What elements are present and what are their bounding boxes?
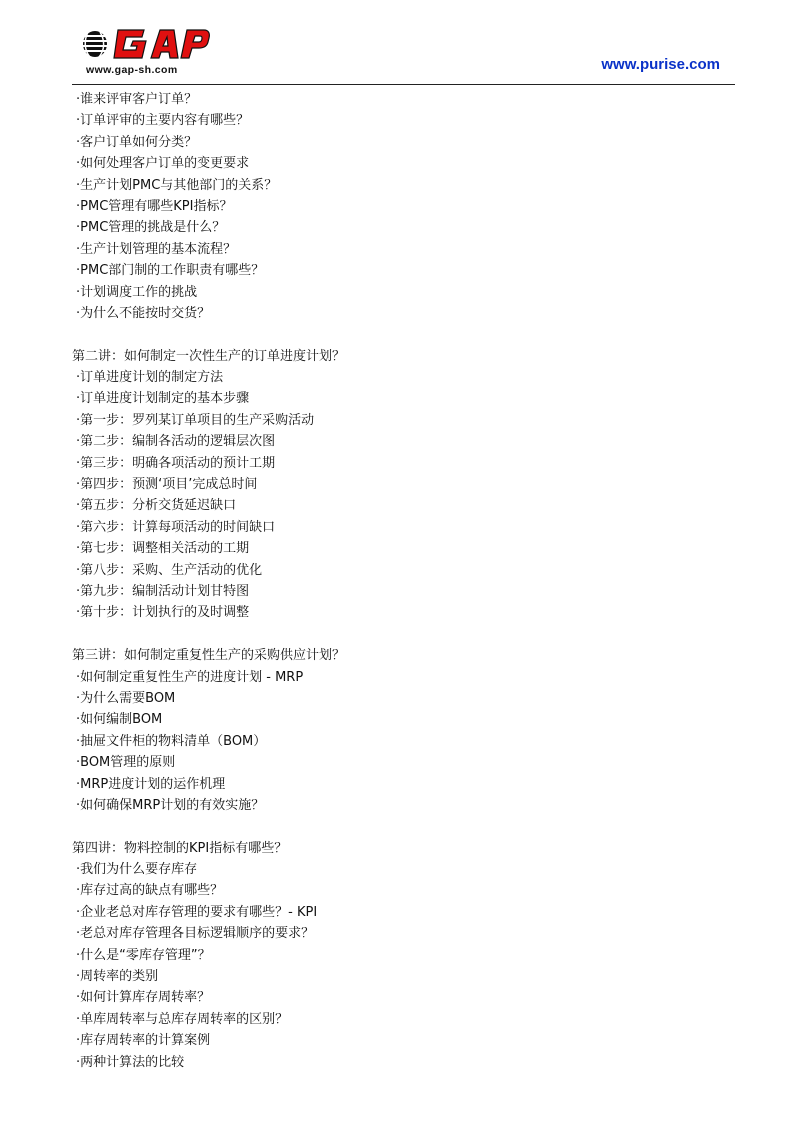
list-item: ·抽屉文件柜的物料清单（BOM） [76, 733, 267, 749]
logo-url-text: www.gap-sh.com [86, 64, 178, 76]
list-item: ·PMC管理有哪些KPI指标？ [76, 198, 233, 214]
globe-icon [82, 31, 108, 57]
list-item: ·我们为什么要存库存 [76, 862, 198, 878]
section-heading: 第三讲：如何制定重复性生产的采购供应计划？ [72, 648, 346, 664]
list-item: ·老总对库存管理各目标逻辑顺序的要求？ [76, 926, 315, 942]
list-item: ·第八步：采购、生产活动的优化 [76, 562, 263, 578]
list-item: ·如何制定重复性生产的进度计划 - MRP [76, 669, 304, 685]
list-item: ·BOM管理的原则 [76, 755, 176, 771]
list-item: ·第十步：计划执行的及时调整 [76, 605, 250, 621]
section-heading: 第二讲：如何制定一次性生产的订单进度计划？ [72, 348, 346, 364]
section-2 [72, 346, 732, 624]
section-4 [72, 838, 732, 1073]
list-item: ·生产计划PMC与其他部门的关系？ [76, 177, 278, 193]
list-item: ·什么是“零库存管理”？ [76, 947, 211, 963]
list-item: ·企业老总对库存管理的要求有哪些？- KPI [76, 904, 318, 920]
list-item: ·如何计算库存周转率？ [76, 990, 211, 1006]
gap-letters [114, 30, 209, 58]
list-item: ·订单进度计划制定的基本步骤 [76, 391, 250, 407]
list-item: ·PMC部门制的工作职责有哪些？ [76, 263, 265, 279]
list-item: ·订单进度计划的制定方法 [76, 370, 224, 386]
list-item: ·生产计划管理的基本流程？ [76, 241, 237, 257]
list-item: ·为什么不能按时交货？ [76, 305, 211, 321]
site-url-link[interactable]: www.purise.com [601, 56, 720, 73]
list-item: ·PMC管理的挑战是什么？ [76, 220, 226, 236]
list-item: ·为什么需要BOM [76, 690, 176, 706]
list-item: ·客户订单如何分类？ [76, 134, 198, 150]
section-spacer [72, 624, 732, 645]
header-divider [72, 84, 735, 85]
section-heading: 第四讲：物料控制的KPI指标有哪些？ [72, 840, 288, 856]
gap-logo-graphic [78, 24, 212, 64]
list-item: ·库存周转率的计算案例 [76, 1033, 211, 1049]
list-item: ·谁来评审客户订单？ [76, 92, 198, 107]
document-body [72, 89, 732, 1073]
section-spacer [72, 324, 732, 345]
list-item: ·如何编制BOM [76, 712, 163, 728]
list-item: ·如何处理客户订单的变更要求 [76, 156, 250, 172]
list-item: ·第二步：编制各活动的逻辑层次图 [76, 434, 276, 450]
page-header [0, 0, 794, 90]
list-item: ·第三步：明确各项活动的预计工期 [76, 455, 276, 471]
list-item: ·第五步：分析交货延迟缺口 [76, 498, 237, 514]
gap-logo [78, 24, 212, 80]
list-item: ·第一步：罗列某订单项目的生产采购活动 [76, 412, 315, 428]
list-item: ·单库周转率与总库存周转率的区别？ [76, 1011, 289, 1027]
list-item: ·第六步：计算每项活动的时间缺口 [76, 519, 276, 535]
list-item: ·MRP进度计划的运作机理 [76, 776, 226, 792]
list-item: ·计划调度工作的挑战 [76, 284, 198, 300]
list-item: ·第九步：编制活动计划甘特图 [76, 583, 250, 599]
list-item: ·库存过高的缺点有哪些？ [76, 883, 224, 899]
list-item: ·周转率的类别 [76, 969, 159, 985]
section-spacer [72, 816, 732, 837]
list-item: ·两种计算法的比较 [76, 1054, 185, 1070]
section-3 [72, 645, 732, 816]
list-item: ·订单评审的主要内容有哪些？ [76, 113, 250, 129]
list-item: ·第七步：调整相关活动的工期 [76, 541, 250, 557]
list-item: ·第四步：预测‘项目’完成总时间 [76, 477, 258, 493]
section-1-list [72, 89, 732, 324]
list-item: ·如何确保MRP计划的有效实施？ [76, 797, 265, 813]
